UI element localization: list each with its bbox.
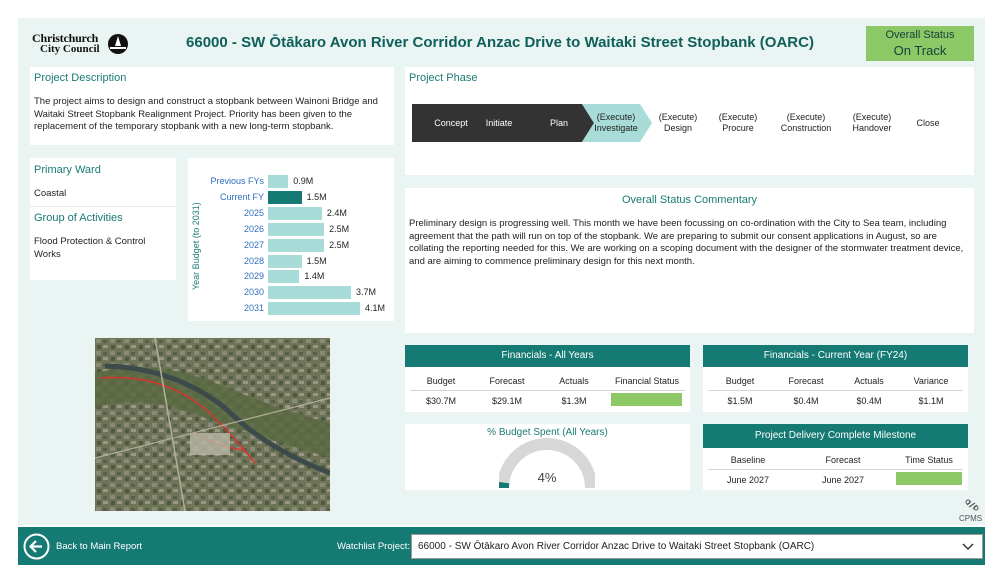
milestone-header-forecast: Forecast xyxy=(825,455,861,465)
watchlist-label: Watchlist Project: xyxy=(337,541,411,552)
phase-8: Close xyxy=(916,118,940,128)
bar-label-2: 2025 xyxy=(243,207,264,218)
primary-ward-title: Primary Ward xyxy=(34,164,101,176)
cpms-label[interactable]: CPMS xyxy=(959,514,983,523)
phase-5: (Execute) Procure xyxy=(718,112,758,133)
bar-label-7: 2030 xyxy=(243,287,264,298)
budget-bar-1 xyxy=(268,191,302,204)
phase-7: (Execute) Handover xyxy=(852,112,892,133)
budget-bar-6 xyxy=(268,270,299,283)
bar-label-6: 2029 xyxy=(243,271,264,282)
financials-current-variance: $1.1M xyxy=(918,396,944,406)
phase-6: (Execute) Construction xyxy=(780,112,832,133)
watchlist-project-select[interactable] xyxy=(411,534,983,559)
project-phase-title: Project Phase xyxy=(409,72,478,84)
financials-current-divider xyxy=(708,390,963,391)
budget-bar-0 xyxy=(268,175,288,188)
financials-all-header-actuals: Actuals xyxy=(559,376,589,386)
bar-value-7: 3.7M xyxy=(356,287,377,298)
commentary-title: Overall Status Commentary xyxy=(621,194,758,206)
ward-card xyxy=(30,158,176,280)
bar-value-0: 0.9M xyxy=(293,176,314,186)
milestone-divider xyxy=(708,469,963,470)
group-of-activities-value: Flood Protection & Control Works xyxy=(34,236,146,260)
bar-label-4: 2027 xyxy=(243,239,264,250)
financials-current-header-variance: Variance xyxy=(913,376,949,386)
financials-all-divider xyxy=(410,390,685,391)
financials-all-budget: $30.7M xyxy=(425,396,457,406)
phase-3: (Execute) Investigate xyxy=(594,112,638,133)
milestone-title: Project Delivery Complete Milestone xyxy=(703,424,968,448)
group-of-activities-title: Group of Activities xyxy=(34,212,123,224)
overall-status-value: On Track xyxy=(893,43,947,58)
budget-spent-title: % Budget Spent (All Years) xyxy=(487,427,608,438)
page-title: 66000 - SW Ōtākaro Avon River Corridor Anzac Drive to Waitaki Street Stopbank (OARC) xyxy=(186,34,814,51)
project-description-text: The project aims to design and construct a stopbank between Wainoni Bridge and Waitaki Street Stopbank Realignment Project. Priority has been given to the replacement of the temporary stopbank with a new long-term stopbank. xyxy=(34,96,378,132)
primary-ward-value: Coastal xyxy=(34,188,67,199)
milestone-forecast: June 2027 xyxy=(821,475,865,485)
ward-divider xyxy=(30,206,176,207)
financials-current-title: Financials - Current Year (FY24) xyxy=(703,345,968,367)
bar-value-1: 1.5M xyxy=(306,191,327,202)
financials-all-header-budget: Budget xyxy=(426,376,456,386)
budget-bar-4 xyxy=(268,239,324,252)
financials-all-header-forecast: Forecast xyxy=(489,376,525,386)
cpms-link-icon[interactable] xyxy=(965,499,979,511)
commentary-card xyxy=(405,188,974,333)
milestone-header-baseline: Baseline xyxy=(730,455,766,465)
phase-2: Plan xyxy=(549,118,568,128)
commentary-text: Preliminary design is progressing well. This month we have been focussing on co-ordination with the City to Sea team, including agreement that the path will run on top of the stopbank. We are preparing to submit our consent applications in August, so are collating the reporting needed for this. We are working on a scoping document with the designer of the stormwater treatment device, and are aiming to commence preliminary design for this next month. xyxy=(409,218,964,267)
milestone-baseline: June 2027 xyxy=(726,475,770,485)
back-to-main-report-link[interactable]: Back to Main Report xyxy=(56,541,143,552)
back-arrow-icon[interactable] xyxy=(23,533,50,560)
phase-4: (Execute) Design xyxy=(658,112,698,133)
budget-bar-2 xyxy=(268,207,322,220)
project-description-card xyxy=(30,67,394,145)
bar-label-3: 2026 xyxy=(243,223,264,234)
financials-all-title: Financials - All Years xyxy=(405,345,690,367)
logo-line1: Christchurch xyxy=(32,31,99,45)
bar-value-8: 4.1M xyxy=(365,303,386,314)
bar-label-0: Previous FYs xyxy=(210,176,264,186)
budget-bar-3 xyxy=(268,223,324,236)
cathedral-logo-icon xyxy=(106,33,130,55)
watchlist-selected-value: 66000 - SW Ōtākaro Avon River Corridor Anzac Drive to Waitaki Street Stopbank (OARC) xyxy=(418,541,815,552)
financials-current-actuals: $0.4M xyxy=(856,396,882,406)
phase-0: Concept xyxy=(434,118,468,128)
bar-value-3: 2.5M xyxy=(329,223,350,234)
financials-all-actuals: $1.3M xyxy=(561,396,587,406)
bar-value-2: 2.4M xyxy=(326,207,347,218)
bar-value-4: 2.5M xyxy=(329,239,350,250)
phase-1: Initiate xyxy=(485,118,513,128)
financials-current-budget: $1.5M xyxy=(727,396,753,406)
budget-bar-8 xyxy=(268,302,360,315)
financials-current-header-budget: Budget xyxy=(725,376,755,386)
overall-status-badge xyxy=(866,26,974,61)
milestone-header-time-status: Time Status xyxy=(905,455,953,465)
financials-current-header-actuals: Actuals xyxy=(854,376,884,386)
bar-value-6: 1.4M xyxy=(304,271,325,282)
financials-current-forecast: $0.4M xyxy=(793,396,819,406)
logo-line2: City Council xyxy=(40,43,100,55)
financial-status-indicator xyxy=(611,393,682,406)
financials-all-forecast: $29.1M xyxy=(491,396,523,406)
project-location-map xyxy=(95,338,330,511)
bar-label-8: 2031 xyxy=(243,303,264,314)
budget-bar-7 xyxy=(268,286,351,299)
council-logo xyxy=(32,31,132,55)
bar-label-1: Current FY xyxy=(219,191,264,202)
chevron-down-icon[interactable] xyxy=(962,543,974,551)
year-budget-axis-label: Year Budget (to 2031) xyxy=(191,202,201,290)
financials-all-header-status: Financial Status xyxy=(614,376,680,386)
time-status-indicator xyxy=(896,472,962,485)
project-description-title: Project Description xyxy=(34,72,127,84)
overall-status-label: Overall Status xyxy=(885,29,955,41)
financials-current-header-forecast: Forecast xyxy=(788,376,824,386)
bar-label-5: 2028 xyxy=(243,255,264,266)
budget-bar-5 xyxy=(268,255,302,268)
bar-value-5: 1.5M xyxy=(306,255,327,266)
budget-spent-value: 4% xyxy=(537,470,557,485)
